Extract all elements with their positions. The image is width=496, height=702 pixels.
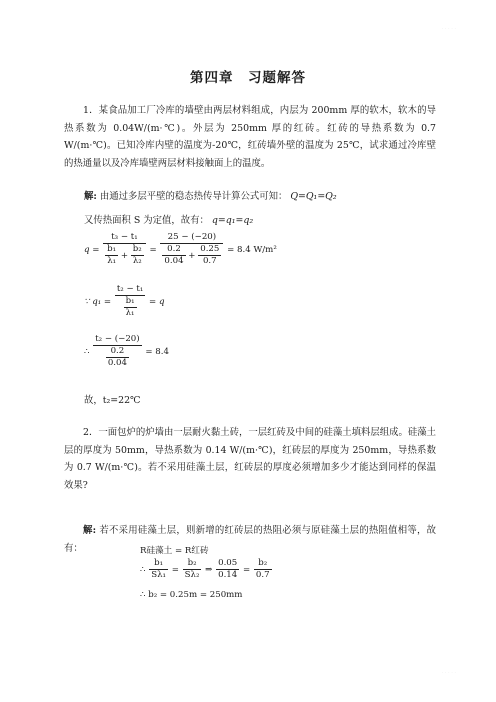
eq1-fraction-values <box>160 232 223 267</box>
eq1-val-l1: 0.04 <box>164 256 184 266</box>
problem-1-solution-line <box>84 188 337 202</box>
eq3-rhs: = 8.4 <box>145 347 169 357</box>
eq1-numerator: t₃ − t₁ <box>103 232 146 244</box>
eq1-val-b1: 0.2 <box>162 244 185 256</box>
corner-mark-top: · · · · · <box>441 26 456 32</box>
problem-1-conclusion: 故，t₂=22℃ <box>84 395 141 406</box>
eq-014: 0.14 <box>218 570 238 580</box>
eq1-denominator <box>103 244 146 267</box>
eq1-equals: = <box>149 245 157 255</box>
eq1-l2: λ₂ <box>132 256 142 266</box>
solution-intro-eq: Q=Q₁=Q₂ <box>290 191 337 202</box>
eq1-denominator-values <box>160 244 223 267</box>
eq3-denominator <box>93 346 141 369</box>
eq1-den-plus: + <box>120 251 129 261</box>
eq1-b2: b₂ <box>132 244 142 254</box>
chapter-title: 第四章 习题解答 <box>190 70 306 86</box>
equation-resistance: R硅藻土 = R红砖 <box>140 546 209 556</box>
eq1-val-b2: 0.25 <box>200 244 220 254</box>
eq1-result: = 8.4 W/m² <box>227 245 277 255</box>
eq1-l1: λ₁ <box>107 256 117 266</box>
area-note: 又传热面积 S 为定值，故有： <box>84 215 209 226</box>
eq-equals-2: = <box>242 565 251 575</box>
eq2-rhs: = q <box>149 297 165 307</box>
problem-2-solution <box>64 522 436 557</box>
equation-thickness <box>140 558 273 581</box>
eq-b2b: b₂ <box>254 558 272 570</box>
eq1-b1: b₁ <box>107 244 117 254</box>
area-note-eq: q=q₁=q₂ <box>211 215 254 226</box>
problem-2-text: 2．一面包炉的炉墙由一层耐火黏土砖，一层红砖及中间的硅藻土填料层组成。硅藻土层的厚度为 50mm，导热系数为 0.14 W/(m·℃)，红砖层的厚度为 250mm，导热系数为 0.7 W/(m·℃)。若不采用硅藻土层，红砖层的厚度必须增加多少才能达到同样的保温效果? <box>64 427 436 491</box>
eq1-val-plus: + <box>188 251 196 261</box>
equation-final: ∴ b₂ = 0.25m = 250mm <box>140 590 243 600</box>
eq-b2-value-frac <box>254 558 272 581</box>
eq1-fraction <box>103 232 146 267</box>
eq2-denominator <box>115 296 145 319</box>
eq-value-frac <box>216 558 239 581</box>
eq-b-therefore: ∴ <box>140 565 146 575</box>
problem-2-solution-text: 若不采用硅藻土层，则新增的红砖层的热阻必须与原硅藻土层的热阻值相等，故有： <box>64 525 436 554</box>
eq-b2: b₂ <box>183 558 202 570</box>
problem-1-text: 1．某食品加工厂冷库的墙壁由两层材料组成，内层为 200mm 厚的软木，软木的导热系数为 0.04W/(m·℃)。外层为 250mm 厚的红砖。红砖的导热系数为 0.7 W/(m·℃)。已知冷库内壁的温度为-20℃，红砖墙外壁的温度为 25℃，试求通过冷库壁的热通量以及冷库墙壁两层材料接触面上的温度。 <box>64 105 436 169</box>
eq3-den-d: 0.04 <box>107 358 127 368</box>
eq-b1-frac <box>149 558 168 581</box>
eq2-because: ∵ q₁ = <box>84 297 112 307</box>
equation-q1 <box>84 284 164 319</box>
area-note-line <box>84 212 253 226</box>
eq2-l1: λ₁ <box>125 308 135 318</box>
eq2-b1: b₁ <box>125 296 135 306</box>
eq3-therefore: ∴ <box>84 347 90 357</box>
solution-intro: 由通过多层平壁的稳态热传导计算公式可知： <box>99 191 288 202</box>
eq-sl1: Sλ₁ <box>151 570 166 580</box>
eq-005: 0.05 <box>218 558 238 568</box>
eq1-numerator-values: 25 − (−20) <box>160 232 223 244</box>
equation-heat-flux <box>84 232 277 267</box>
solution-label-2: 解: <box>83 525 97 536</box>
eq-arrow: ⇒ <box>205 565 213 575</box>
eq-07: 0.7 <box>255 570 270 580</box>
eq2-fraction <box>115 284 145 319</box>
eq2-numerator: t₂ − t₁ <box>116 284 144 294</box>
eq-b1: b₁ <box>149 558 168 570</box>
eq3-fraction <box>93 334 141 369</box>
eq-equals-1: = <box>171 565 179 575</box>
eq-b2-frac <box>183 558 202 581</box>
corner-mark-bottom: · · · · · <box>441 670 456 676</box>
eq1-lhs: q = <box>84 245 100 255</box>
eq-sl2: Sλ₂ <box>184 570 200 580</box>
eq3-den-n: 0.2 <box>106 346 129 358</box>
equation-t2 <box>84 334 169 369</box>
eq1-val-l2: 0.7 <box>202 256 217 266</box>
solution-label: 解: <box>84 191 97 202</box>
eq3-numerator: t₂ − (−20) <box>95 334 140 344</box>
